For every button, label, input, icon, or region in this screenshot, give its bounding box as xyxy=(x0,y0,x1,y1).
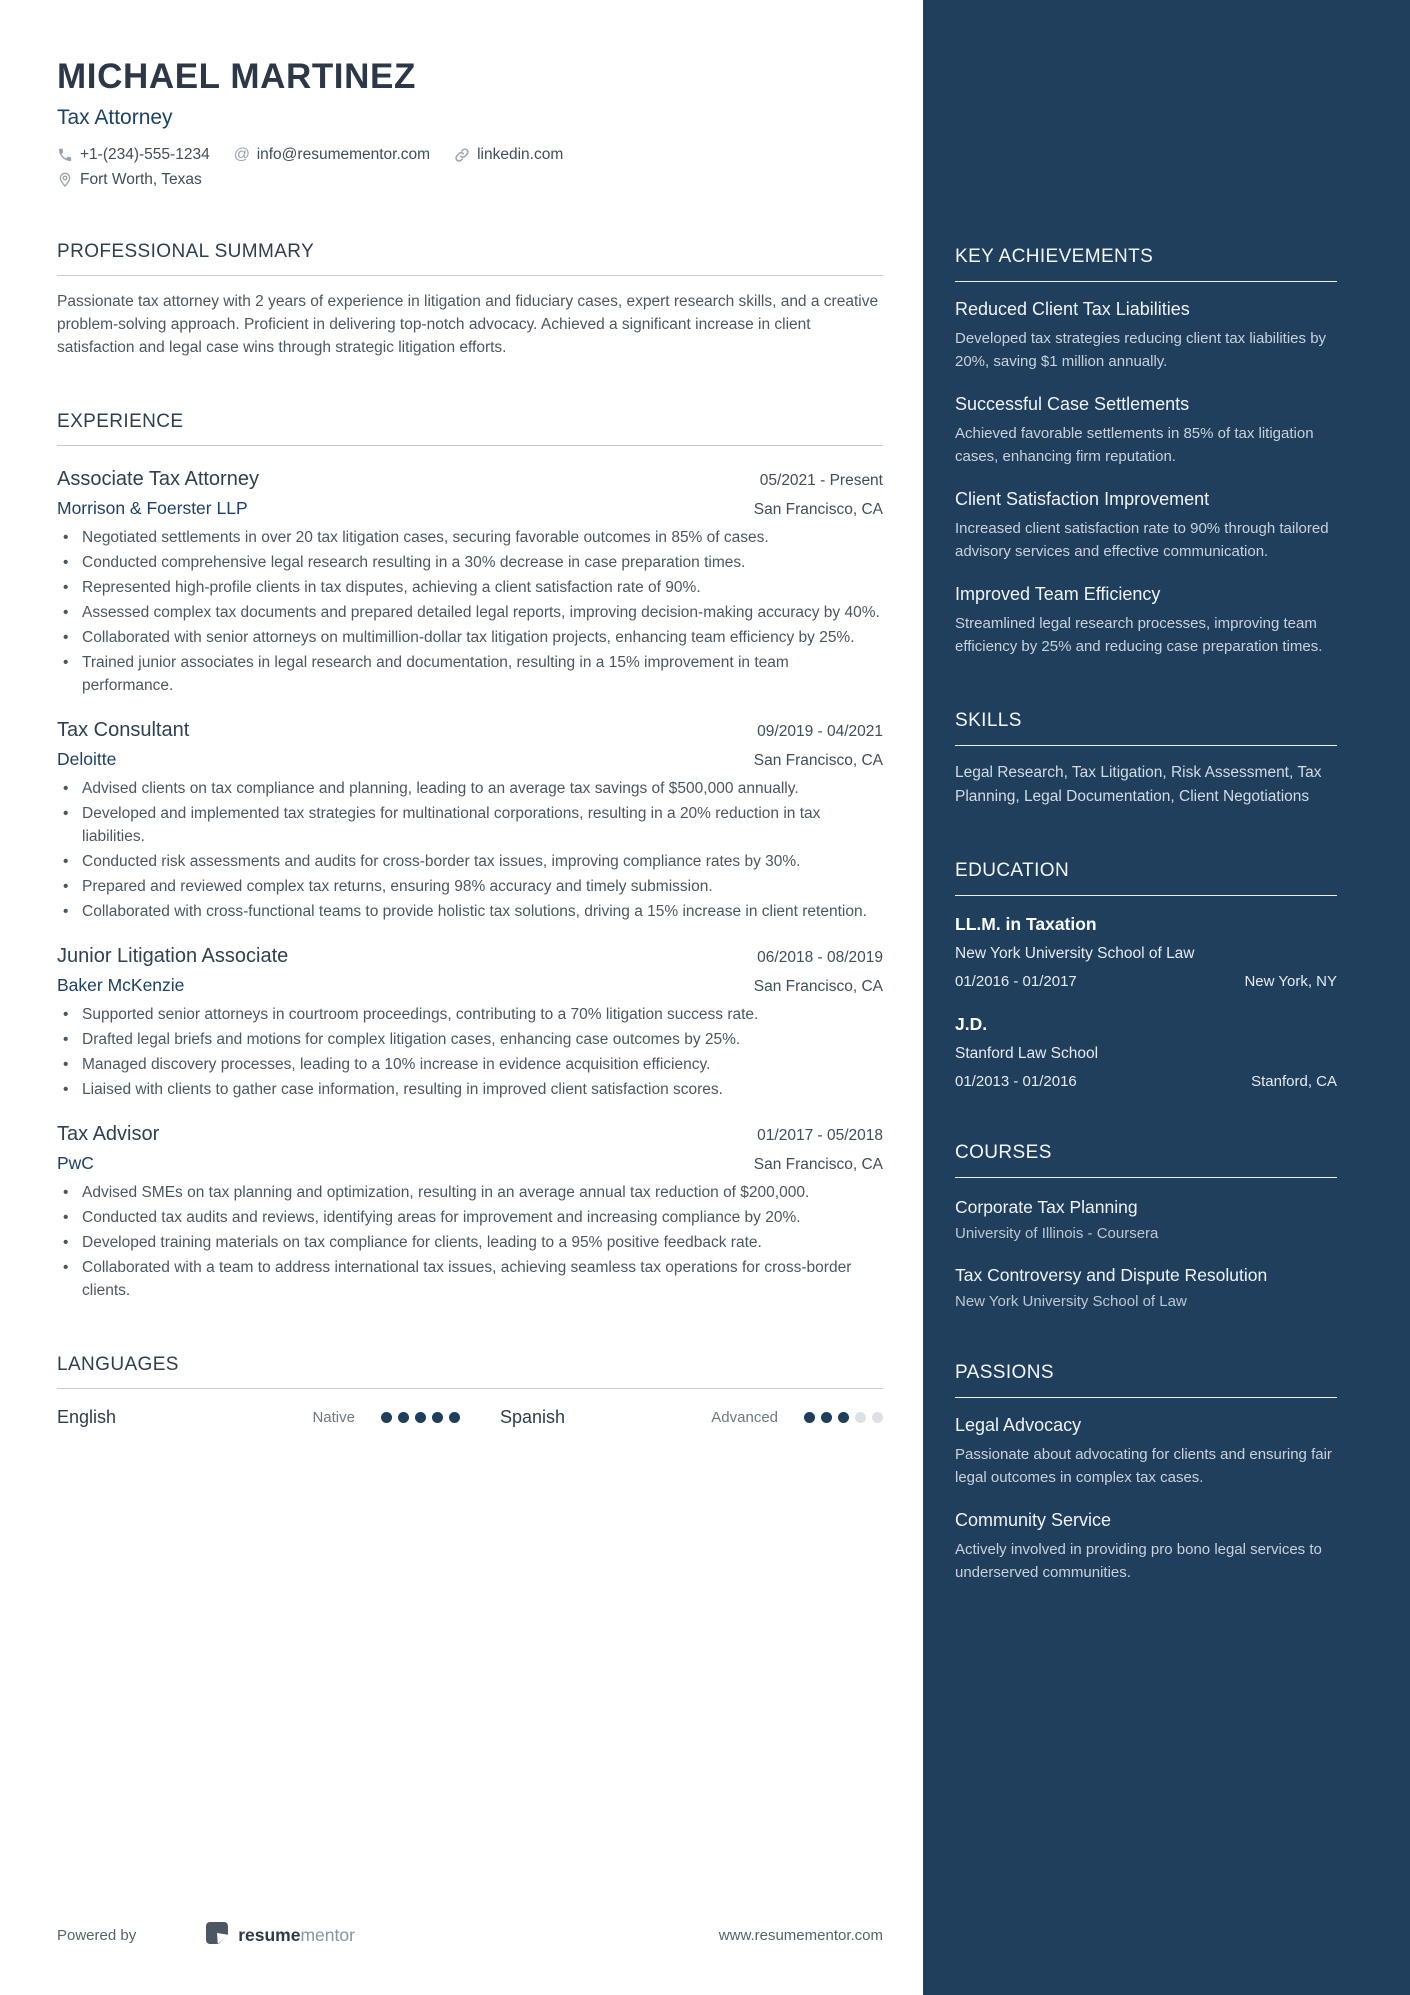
passion-item xyxy=(955,1415,1337,1489)
education-location: New York, NY xyxy=(1244,973,1337,990)
achievement-item xyxy=(955,299,1337,373)
proficiency-dot xyxy=(398,1412,409,1423)
degree-name: J.D. xyxy=(955,1014,988,1034)
job-entry xyxy=(57,945,883,1101)
page-footer xyxy=(57,1920,883,1951)
bullet-item: • Conducted comprehensive legal research resulting in a 30% decrease in case preparation times. xyxy=(57,551,883,574)
bullet-item: • Advised clients on tax compliance and planning, leading to an average tax savings of $500,000 annually. xyxy=(57,777,883,800)
achievement-item xyxy=(955,584,1337,658)
degree-name: LL.M. in Taxation xyxy=(955,914,1097,934)
education-section xyxy=(955,860,1337,1090)
job-title: Tax Advisor xyxy=(57,1122,160,1145)
skills-section xyxy=(955,710,1337,808)
experience-heading: EXPERIENCE xyxy=(57,411,883,446)
location-pin-icon xyxy=(57,172,73,188)
achievement-title: Reduced Client Tax Liabilities xyxy=(955,299,1190,319)
bullet-item: • Conducted risk assessments and audits for cross-border tax issues, improving compliance rates by 30%. xyxy=(57,850,883,873)
language-item xyxy=(57,1407,460,1428)
job-location: San Francisco, CA xyxy=(753,1155,883,1173)
job-dates: 05/2021 - Present xyxy=(759,471,883,489)
bullet-item: • Collaborated with senior attorneys on multimillion-dollar tax litigation projects, enhancing team efficiency by 25%. xyxy=(57,626,883,649)
achievement-title: Improved Team Efficiency xyxy=(955,584,1161,604)
course-item xyxy=(955,1194,1337,1242)
language-level: Advanced xyxy=(711,1408,778,1426)
job-dates: 06/2018 - 08/2019 xyxy=(757,948,883,966)
website-url[interactable]: linkedin.com xyxy=(477,145,564,163)
phone-contact xyxy=(57,146,210,164)
job-location: San Francisco, CA xyxy=(753,500,883,518)
education-heading: EDUCATION xyxy=(955,860,1337,896)
location-row xyxy=(57,171,883,189)
bullet-item: • Supported senior attorneys in courtroom proceedings, contributing to a 70% litigation success rate. xyxy=(57,1003,883,1026)
job-entry xyxy=(57,719,883,923)
achievement-title: Client Satisfaction Improvement xyxy=(955,489,1210,509)
job-title: Tax Consultant xyxy=(57,718,190,741)
summary-section xyxy=(57,241,883,359)
courses-heading: COURSES xyxy=(955,1142,1337,1178)
education-dates: 01/2016 - 01/2017 xyxy=(955,973,1077,990)
skills-heading: SKILLS xyxy=(955,710,1337,746)
achievement-text: Increased client satisfaction rate to 90% through tailored advisory services and effective communication. xyxy=(955,520,1329,560)
footer-site-url[interactable]: www.resumementor.com xyxy=(718,1927,883,1944)
summary-text: Passionate tax attorney with 2 years of experience in litigation and fiduciary cases, expert research skills, and a creative problem-solving approach. Proficient in delivering top-notch advocacy. Achieved a significant increase in client satisfaction and legal case wins through strategic litigation efforts. xyxy=(57,292,879,356)
email-address[interactable]: info@resumementor.com xyxy=(256,145,431,163)
resumementor-logo-icon xyxy=(204,1920,230,1951)
proficiency-dot xyxy=(449,1412,460,1423)
bullet-item: • Trained junior associates in legal research and documentation, resulting in a 15% improvement in team performance. xyxy=(57,651,883,697)
location-contact xyxy=(57,171,202,189)
phone-number: +1-(234)-555-1234 xyxy=(80,145,210,163)
bullet-item: • Prepared and reviewed complex tax returns, ensuring 98% accuracy and timely submission. xyxy=(57,875,883,898)
passions-heading: PASSIONS xyxy=(955,1362,1337,1398)
job-location: San Francisco, CA xyxy=(753,751,883,769)
proficiency-dot xyxy=(838,1412,849,1423)
courses-section xyxy=(955,1142,1337,1310)
job-bullets xyxy=(57,1181,883,1302)
languages-heading: LANGUAGES xyxy=(57,1354,883,1389)
bullet-item: • Conducted tax audits and reviews, identifying areas for improvement and increasing compliance by 20%. xyxy=(57,1206,883,1229)
bullet-item: • Advised SMEs on tax planning and optimization, resulting in an average annual tax reduction of $200,000. xyxy=(57,1181,883,1204)
contact-row xyxy=(57,146,883,164)
passion-title: Community Service xyxy=(955,1510,1112,1530)
summary-heading: PROFESSIONAL SUMMARY xyxy=(57,241,883,276)
job-entry xyxy=(57,468,883,697)
passion-text: Actively involved in providing pro bono legal services to underserved communities. xyxy=(955,1541,1322,1581)
achievement-item xyxy=(955,489,1337,563)
bullet-item: • Negotiated settlements in over 20 tax litigation cases, securing favorable outcomes in 85% of cases. xyxy=(57,526,883,549)
proficiency-dot xyxy=(821,1412,832,1423)
proficiency-dot xyxy=(432,1412,443,1423)
course-title: Tax Controversy and Dispute Resolution xyxy=(955,1265,1268,1285)
achievements-heading: KEY ACHIEVEMENTS xyxy=(955,246,1337,282)
achievement-text: Developed tax strategies reducing client tax liabilities by 20%, saving $1 million annually. xyxy=(955,330,1327,370)
job-title: Associate Tax Attorney xyxy=(57,467,259,490)
job-company: PwC xyxy=(57,1152,94,1173)
languages-row xyxy=(57,1407,883,1428)
education-location: Stanford, CA xyxy=(1251,1073,1337,1090)
language-level: Native xyxy=(312,1408,355,1426)
job-title: Junior Litigation Associate xyxy=(57,944,289,967)
school-name: Stanford Law School xyxy=(955,1045,1099,1062)
candidate-name: MICHAEL MARTINEZ xyxy=(57,57,416,96)
proficiency-dot xyxy=(381,1412,392,1423)
achievement-item xyxy=(955,394,1337,468)
education-item xyxy=(955,1014,1337,1090)
job-company: Morrison & Foerster LLP xyxy=(57,497,248,518)
job-company: Deloitte xyxy=(57,748,117,769)
proficiency-dots xyxy=(804,1412,883,1423)
proficiency-dot xyxy=(872,1412,883,1423)
job-bullets xyxy=(57,1003,883,1101)
email-icon: @ xyxy=(233,145,250,163)
job-dates: 01/2017 - 05/2018 xyxy=(757,1126,883,1144)
achievement-title: Successful Case Settlements xyxy=(955,394,1190,414)
course-provider: New York University School of Law xyxy=(955,1293,1187,1310)
website-contact[interactable] xyxy=(454,146,563,164)
experience-section xyxy=(57,411,883,1302)
candidate-title: Tax Attorney xyxy=(57,105,173,129)
job-dates: 09/2019 - 04/2021 xyxy=(757,722,883,740)
resume-header xyxy=(57,58,883,189)
achievement-text: Achieved favorable settlements in 85% of tax litigation cases, enhancing firm reputation. xyxy=(955,425,1314,465)
bullet-item: • Developed and implemented tax strategies for multinational corporations, resulting in a 20% reduction in tax liabilities. xyxy=(57,802,883,848)
job-location: San Francisco, CA xyxy=(753,977,883,995)
link-icon xyxy=(454,147,470,163)
bullet-item: • Liaised with clients to gather case information, resulting in improved client satisfaction scores. xyxy=(57,1078,883,1101)
skills-list: Legal Research, Tax Litigation, Risk Assessment, Tax Planning, Legal Documentation, Client Negotiations xyxy=(955,764,1322,805)
location-text: Fort Worth, Texas xyxy=(80,170,202,188)
proficiency-dot xyxy=(855,1412,866,1423)
proficiency-dot xyxy=(415,1412,426,1423)
powered-by-label: Powered by xyxy=(57,1927,137,1944)
education-item xyxy=(955,914,1337,990)
course-item xyxy=(955,1262,1337,1310)
passion-text: Passionate about advocating for clients and ensuring fair legal outcomes in complex tax cases. xyxy=(955,1446,1332,1486)
phone-icon xyxy=(57,147,73,163)
job-bullets xyxy=(57,777,883,923)
bullet-item: • Assessed complex tax documents and prepared detailed legal reports, improving decision-making accuracy by 40%. xyxy=(57,601,883,624)
passions-section xyxy=(955,1362,1337,1584)
course-title: Corporate Tax Planning xyxy=(955,1197,1138,1217)
sidebar-column xyxy=(923,0,1410,1995)
achievements-section xyxy=(955,246,1337,658)
language-name: Spanish xyxy=(500,1406,566,1427)
achievement-text: Streamlined legal research processes, improving team efficiency by 25% and reducing case preparation times. xyxy=(955,615,1323,655)
languages-section xyxy=(57,1354,883,1428)
language-name: English xyxy=(57,1406,117,1427)
email-contact[interactable] xyxy=(234,146,430,164)
proficiency-dot xyxy=(804,1412,815,1423)
job-company: Baker McKenzie xyxy=(57,974,185,995)
bullet-item: • Collaborated with a team to address international tax issues, achieving seamless tax operations for cross-border clients. xyxy=(57,1256,883,1302)
language-item xyxy=(500,1407,883,1428)
bullet-item: • Drafted legal briefs and motions for complex litigation cases, enhancing case outcomes by 25%. xyxy=(57,1028,883,1051)
proficiency-dots xyxy=(381,1412,460,1423)
bullet-item: • Developed training materials on tax compliance for clients, leading to a 95% positive feedback rate. xyxy=(57,1231,883,1254)
education-dates: 01/2013 - 01/2016 xyxy=(955,1073,1077,1090)
job-bullets xyxy=(57,526,883,697)
job-entry xyxy=(57,1123,883,1302)
brand-name: resumementor xyxy=(238,1925,355,1945)
passion-title: Legal Advocacy xyxy=(955,1415,1082,1435)
brand-lockup xyxy=(204,1920,355,1951)
course-provider: University of Illinois - Coursera xyxy=(955,1225,1159,1242)
school-name: New York University School of Law xyxy=(955,945,1195,962)
passion-item xyxy=(955,1510,1337,1584)
bullet-item: • Represented high-profile clients in tax disputes, achieving a client satisfaction rate of 90%. xyxy=(57,576,883,599)
bullet-item: • Managed discovery processes, leading to a 10% increase in evidence acquisition efficiency. xyxy=(57,1053,883,1076)
bullet-item: • Collaborated with cross-functional teams to provide holistic tax solutions, driving a 15% increase in client retention. xyxy=(57,900,883,923)
